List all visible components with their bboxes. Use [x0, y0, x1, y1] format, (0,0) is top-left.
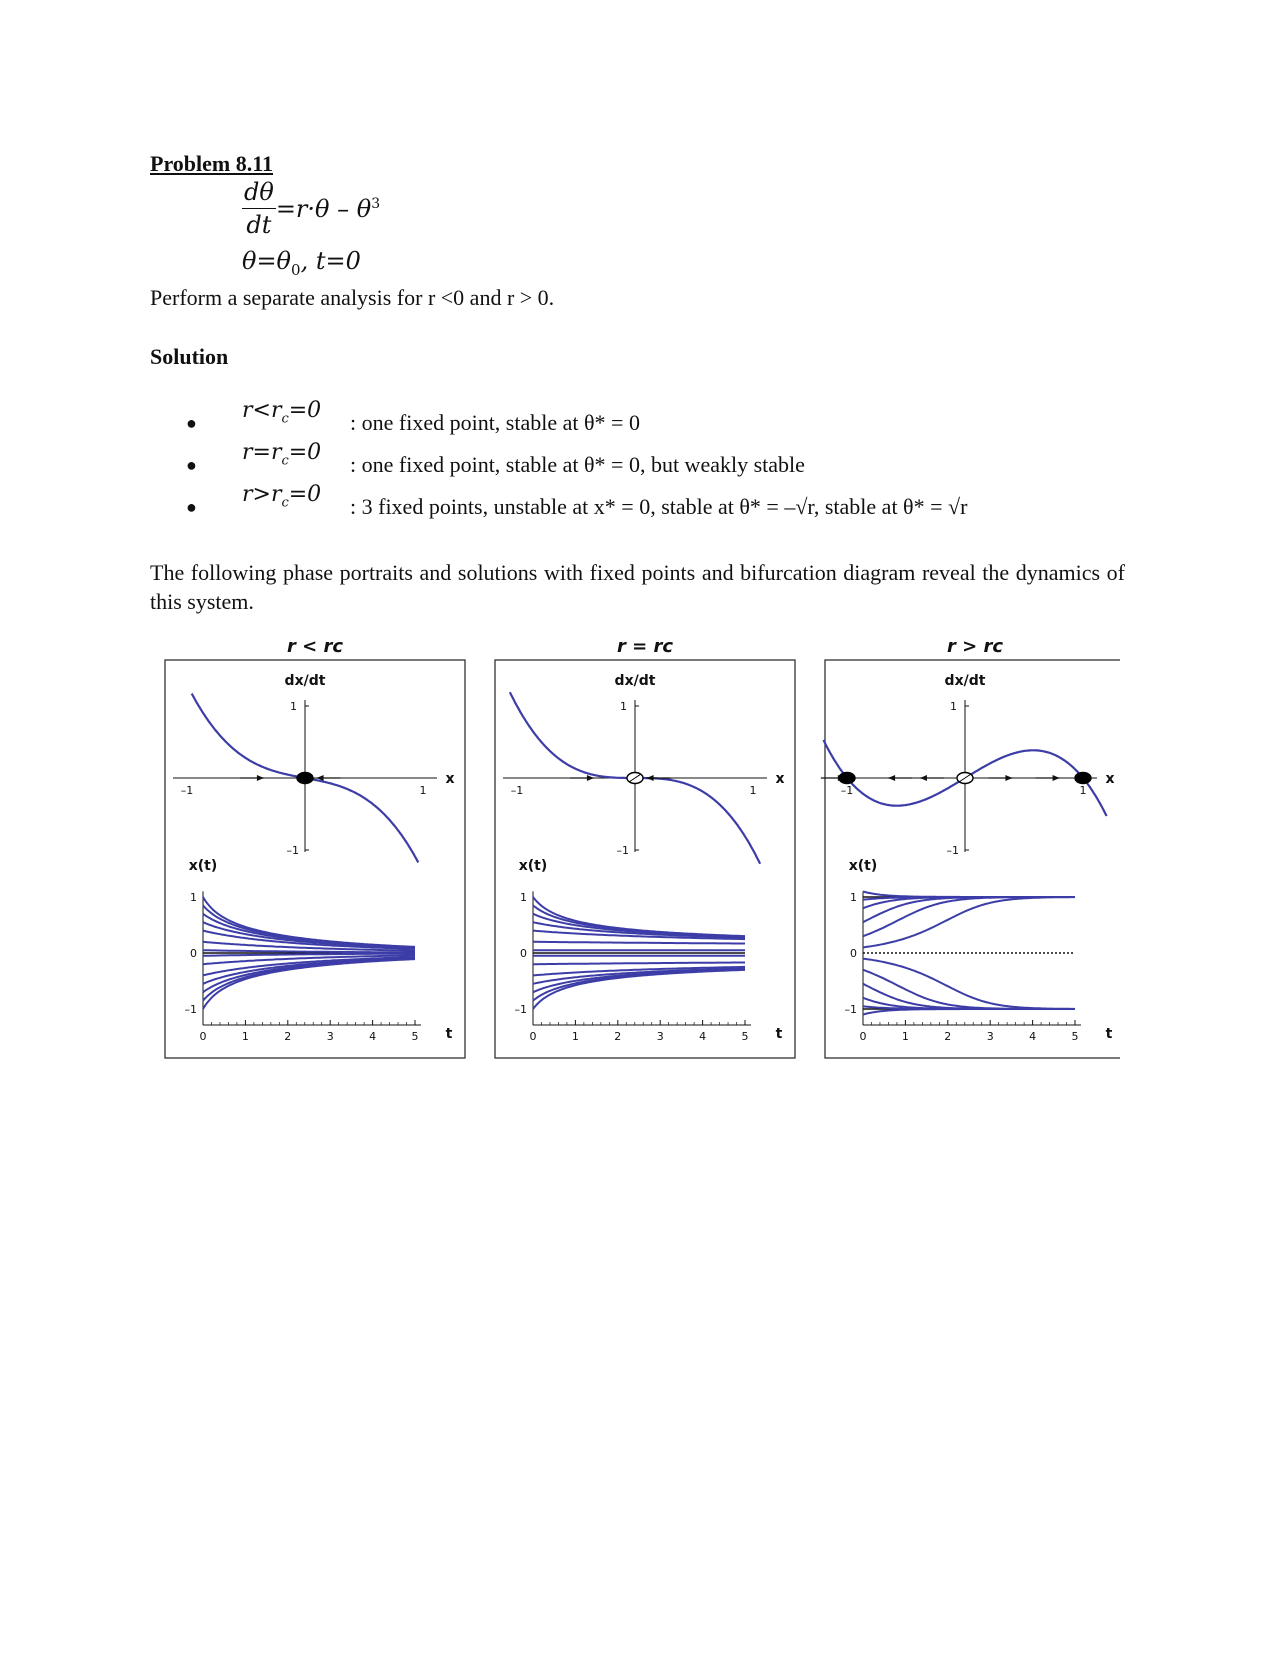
solutions-x-tick-label: 1 — [901, 1030, 909, 1043]
differential-equation — [242, 178, 380, 239]
solutions-x-tick-label: 3 — [986, 1030, 994, 1043]
solutions-y-tick-label: 0 — [520, 947, 527, 960]
phase-x-tick-label: 1 — [419, 784, 427, 797]
stable-fixed-point — [1075, 773, 1091, 784]
solutions-x-tick-label: 4 — [1029, 1030, 1037, 1043]
problem-instruction: Perform a separate analysis for r <0 and r > 0. — [150, 285, 555, 310]
solutions-y-tick-label: 1 — [850, 891, 857, 904]
phase-y-tick-label: –1 — [946, 844, 959, 857]
solution-curve — [533, 970, 745, 1001]
phase-y-axis-label: dx/dt — [284, 673, 326, 689]
chart-title: r < rc — [286, 636, 344, 657]
solution-curve — [533, 942, 745, 944]
solution-curve — [863, 1009, 1075, 1015]
case-condition-rest: =0 — [288, 482, 322, 507]
solutions-x-tick-label: 4 — [369, 1030, 377, 1043]
solutions-y-axis-label: x(t) — [848, 858, 878, 874]
flow-arrow-icon — [647, 775, 654, 781]
chart-title: r = rc — [616, 636, 674, 657]
chart-title: r > rc — [946, 636, 1004, 657]
solution-curve — [203, 959, 415, 1009]
chart-panel-1 — [165, 636, 465, 1058]
solution-heading: Solution — [150, 344, 229, 369]
equation-rhs — [276, 195, 380, 223]
case-condition-lhs: r<r — [242, 398, 282, 423]
case-condition-lhs: r>r — [242, 482, 282, 507]
solutions-x-tick-label: 3 — [656, 1030, 664, 1043]
problem-title: Problem 8.11 — [150, 151, 274, 176]
case-condition-rest: =0 — [288, 398, 322, 423]
case-condition-sub: c — [281, 495, 289, 511]
flow-arrow-icon — [888, 775, 895, 781]
flow-arrow-icon — [1005, 775, 1012, 781]
derivative-numerator: dθ — [242, 178, 276, 209]
case-condition-sub: c — [281, 411, 289, 427]
solutions-x-tick-label: 5 — [411, 1030, 419, 1043]
solutions-y-tick-label: 1 — [520, 891, 527, 904]
solutions-x-tick-label: 0 — [529, 1030, 537, 1043]
solution-curve — [533, 963, 745, 965]
case-condition-rest: =0 — [288, 440, 322, 465]
equation-rhs-power: 3 — [371, 195, 381, 212]
phase-y-tick-label: –1 — [616, 844, 629, 857]
phase-y-axis-label: dx/dt — [614, 673, 656, 689]
flow-arrow-icon — [257, 775, 264, 781]
initial-condition-rest: , t=0 — [300, 247, 361, 275]
phase-x-tick-label: 1 — [1079, 784, 1087, 797]
flow-arrow-icon — [920, 775, 927, 781]
case-description: : one fixed point, stable at θ* = 0 — [350, 410, 640, 435]
phase-x-tick-label: –1 — [180, 784, 194, 797]
solutions-x-tick-label: 4 — [699, 1030, 707, 1043]
phase-x-tick-label: 1 — [749, 784, 757, 797]
bullet-icon: ● — [186, 455, 197, 475]
solutions-x-tick-label: 2 — [944, 1030, 952, 1043]
flow-arrow-icon — [587, 775, 594, 781]
phase-x-axis-label: x — [445, 771, 455, 787]
solutions-y-tick-label: 0 — [850, 947, 857, 960]
phase-portrait-figure — [160, 630, 1120, 1060]
phase-x-tick-label: –1 — [840, 784, 854, 797]
solutions-y-tick-label: –1 — [514, 1003, 527, 1016]
derivative-fraction — [242, 178, 276, 239]
solutions-x-tick-label: 2 — [284, 1030, 292, 1043]
solution-curve — [533, 970, 745, 1009]
solutions-x-tick-label: 1 — [241, 1030, 249, 1043]
phase-x-axis-label: x — [1105, 771, 1115, 787]
solution-curve — [863, 897, 1075, 936]
solutions-x-axis-label: t — [445, 1026, 453, 1042]
phase-y-tick-label: –1 — [286, 844, 299, 857]
derivative-denominator: dt — [246, 211, 272, 239]
phase-y-tick-label: 1 — [290, 700, 297, 713]
solutions-y-axis-label: x(t) — [188, 858, 218, 874]
stable-fixed-point — [839, 773, 855, 784]
chart-panel-2 — [495, 636, 795, 1058]
solutions-y-tick-label: –1 — [844, 1003, 857, 1016]
phase-y-tick-label: 1 — [620, 700, 627, 713]
case-condition — [242, 482, 321, 510]
solutions-x-tick-label: 1 — [571, 1030, 579, 1043]
case-condition-sub: c — [281, 453, 289, 469]
solutions-x-tick-label: 0 — [199, 1030, 207, 1043]
solutions-x-tick-label: 5 — [1071, 1030, 1079, 1043]
initial-condition-sub: 0 — [291, 260, 301, 279]
solutions-x-axis-label: t — [1105, 1026, 1113, 1042]
solutions-x-tick-label: 2 — [614, 1030, 622, 1043]
stable-fixed-point — [297, 773, 313, 784]
solutions-y-tick-label: –1 — [184, 1003, 197, 1016]
intro-paragraph: The following phase portraits and solutions with fixed points and bifurcation diagram reveal the dynamics of this system. — [150, 560, 1125, 614]
case-description: : 3 fixed points, unstable at x* = 0, stable at θ* = –√r, stable at θ* = √r — [350, 494, 968, 519]
bullet-icon: ● — [186, 497, 197, 517]
phase-y-tick-label: 1 — [950, 700, 957, 713]
solutions-x-tick-label: 3 — [326, 1030, 334, 1043]
chart-panel-3 — [821, 636, 1120, 1058]
phase-x-axis-label: x — [775, 771, 785, 787]
phase-y-axis-label: dx/dt — [944, 673, 986, 689]
initial-condition — [242, 247, 361, 279]
bullet-icon: ● — [186, 413, 197, 433]
case-description: : one fixed point, stable at θ* = 0, but weakly stable — [350, 452, 805, 477]
case-condition-lhs: r=r — [242, 440, 282, 465]
solutions-x-axis-label: t — [775, 1026, 783, 1042]
solutions-y-axis-label: x(t) — [518, 858, 548, 874]
initial-condition-lhs: θ=θ — [242, 247, 292, 275]
case-condition — [242, 398, 321, 426]
equation-rhs-text: =r·θ – θ — [275, 194, 372, 223]
phase-x-tick-label: –1 — [510, 784, 524, 797]
solutions-x-tick-label: 0 — [859, 1030, 867, 1043]
solutions-y-tick-label: 1 — [190, 891, 197, 904]
solution-curve — [863, 970, 1075, 1009]
solutions-y-tick-label: 0 — [190, 947, 197, 960]
flow-arrow-icon — [1053, 775, 1060, 781]
solutions-x-tick-label: 5 — [741, 1030, 749, 1043]
case-condition — [242, 440, 321, 468]
